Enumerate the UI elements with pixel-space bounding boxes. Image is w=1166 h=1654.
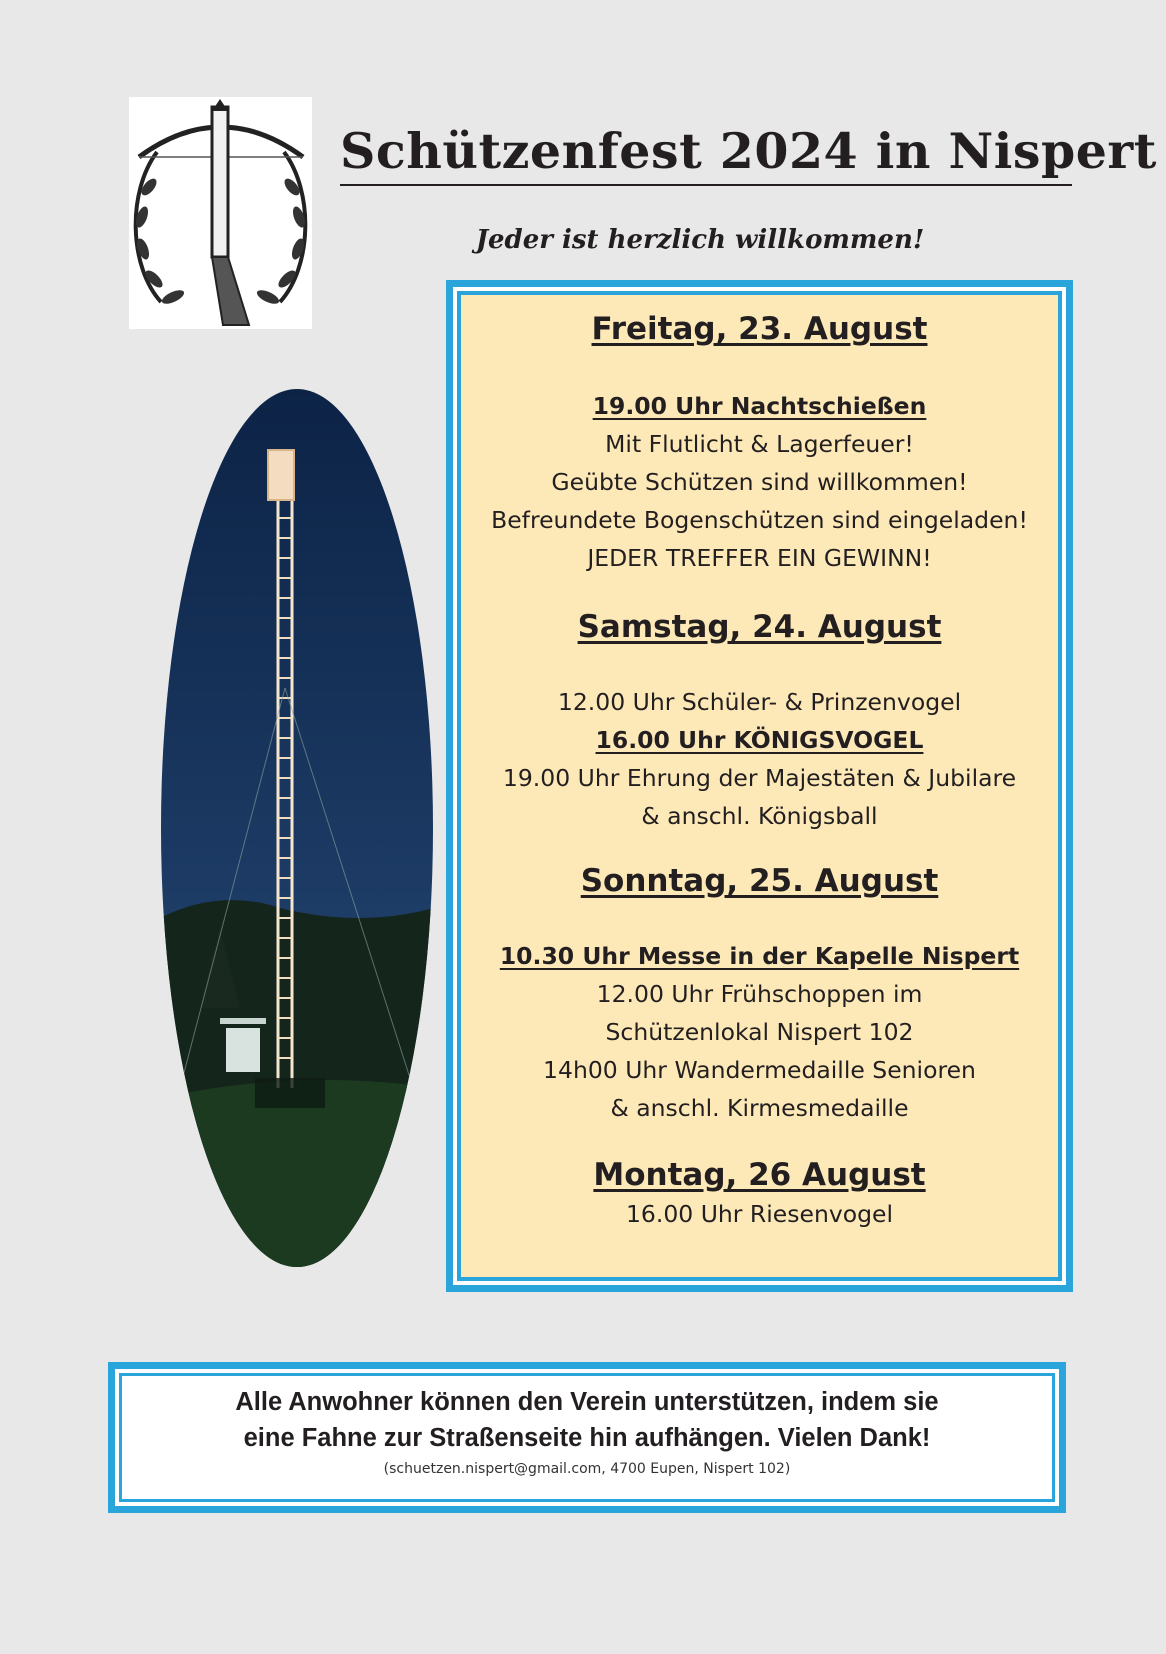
- event-line: 12.00 Uhr Schüler- & Prinzenvogel: [557, 688, 962, 716]
- event-line: Schützenlokal Nispert 102: [605, 1018, 914, 1046]
- shooting-pole-photo-icon: [160, 388, 434, 1268]
- day-heading-monday: [461, 1155, 1058, 1195]
- event-line: Geübte Schützen sind willkommen!: [551, 468, 968, 496]
- support-notice-box: [108, 1362, 1066, 1513]
- event-line: Mit Flutlicht & Lagerfeuer!: [605, 430, 914, 458]
- club-logo: [129, 97, 312, 329]
- event-line: 16.00 Uhr Riesenvogel: [625, 1200, 894, 1228]
- event-line: JEDER TREFFER EIN GEWINN!: [587, 544, 932, 572]
- event-line: & anschl. Königsball: [641, 802, 878, 830]
- day-heading: Freitag, 23. August: [591, 311, 928, 347]
- program-inner-frame: [457, 291, 1062, 1281]
- event-line: & anschl. Kirmesmedaille: [610, 1094, 909, 1122]
- notice-line: eine Fahne zur Straßenseite hin aufhängen. Vielen Dank!: [243, 1424, 931, 1452]
- event-line: 14h00 Uhr Wandermedaille Senioren: [543, 1056, 976, 1084]
- notice-inner-frame: [119, 1373, 1055, 1502]
- day-heading-sunday: [461, 861, 1058, 901]
- program-box: [446, 280, 1073, 1292]
- event-line: 10.30 Uhr Messe in der Kapelle Nispert: [499, 942, 1020, 970]
- notice-message: [122, 1376, 1052, 1456]
- event-line: Befreundete Bogenschützen sind eingeladen!: [491, 506, 1028, 534]
- day-heading-friday: [461, 309, 1058, 349]
- day-heading-saturday: [461, 607, 1058, 647]
- event-line: 12.00 Uhr Frühschoppen im: [596, 980, 923, 1008]
- contact-info: (schuetzen.nispert@gmail.com, 4700 Eupen, Nispert 102): [383, 1461, 791, 1477]
- event-line: 19.00 Uhr Nachtschießen: [592, 392, 927, 420]
- page-title: Schützenfest 2024 in Nispert: [340, 118, 1072, 186]
- event-line: 16.00 Uhr KÖNIGSVOGEL: [595, 726, 924, 754]
- notice-line: Alle Anwohner können den Verein unterstützen, indem sie: [235, 1388, 939, 1416]
- program-schedule: [461, 309, 1058, 1233]
- day-heading: Samstag, 24. August: [577, 609, 942, 645]
- page-subtitle: Jeder ist herzlich willkommen!: [475, 225, 925, 255]
- event-line: 19.00 Uhr Ehrung der Majestäten & Jubilare: [502, 764, 1017, 792]
- day-heading: Montag, 26 August: [593, 1157, 926, 1193]
- day-heading: Sonntag, 25. August: [580, 863, 939, 899]
- night-photo: [160, 388, 434, 1268]
- crossbow-wreath-icon: [129, 97, 312, 329]
